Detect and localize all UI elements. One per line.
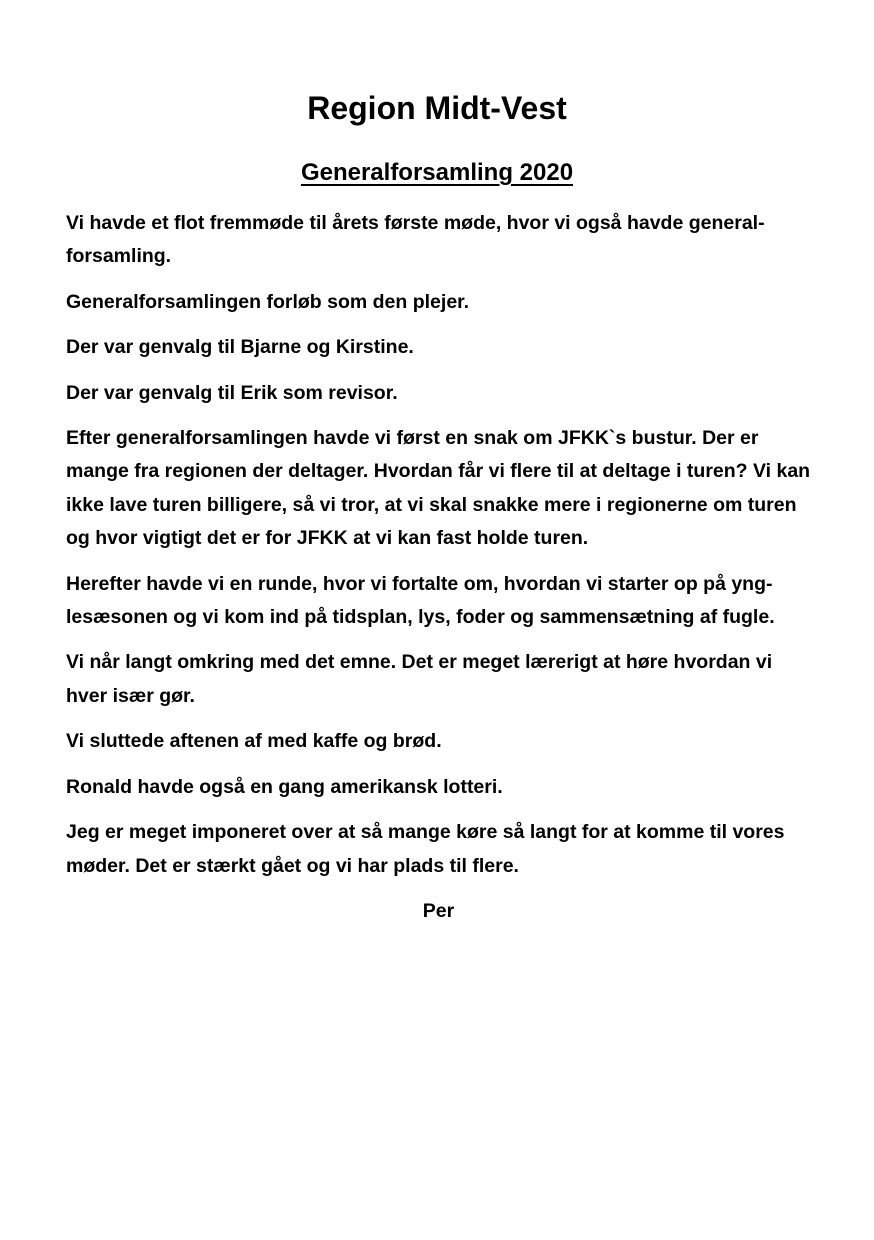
page-subtitle: Generalforsamling 2020 (300, 159, 574, 186)
paragraph-reelection-auditor: Der var genvalg til Erik som revisor. (66, 381, 398, 404)
page-title: Region Midt-Vest (307, 90, 567, 126)
paragraph-breeding-season: Herefter havde vi en runde, hvor vi fortalte om, hvordan vi starter op på yng-lesæsonen og vi kom ind på tidsplan, lys, foder og sammensætning af fugle. (66, 572, 775, 629)
signature: Per (422, 899, 455, 922)
paragraph-discussion: Vi når langt omkring med det emne. Det er meget lærerigt at høre hvordan vi hver især gør. (66, 651, 773, 707)
paragraph-proceedings: Generalforsamlingen forløb som den plejer. (66, 290, 470, 313)
paragraph-closing: Jeg er meget imponeret over at så mange køre så langt for at komme til vores møder. Det er stærkt gået og vi har plads til flere. (66, 821, 785, 877)
paragraph-lottery: Ronald havde også en gang amerikansk lotteri. (66, 775, 503, 798)
document-body (66, 207, 811, 928)
paragraph-bus-trip: Efter generalforsamlingen havde vi først en snak om JFKK`s bustur. Der er mange fra regionen der deltager. Hvordan får vi flere til at deltage i turen? Vi kan ikke lave turen billigere, så vi tror, at vi skal snakke mere i regionerne om turen og hvor vigtigt det er for JFKK at vi kan fast holde turen. (66, 427, 811, 550)
paragraph-attendance: Vi havde et flot fremmøde til årets første møde, hvor vi også havde general-forsamling. (66, 212, 765, 268)
paragraph-reelection-board: Der var genvalg til Bjarne og Kirstine. (66, 336, 414, 359)
paragraph-coffee: Vi sluttede aftenen af med kaffe og brød. (66, 730, 442, 753)
